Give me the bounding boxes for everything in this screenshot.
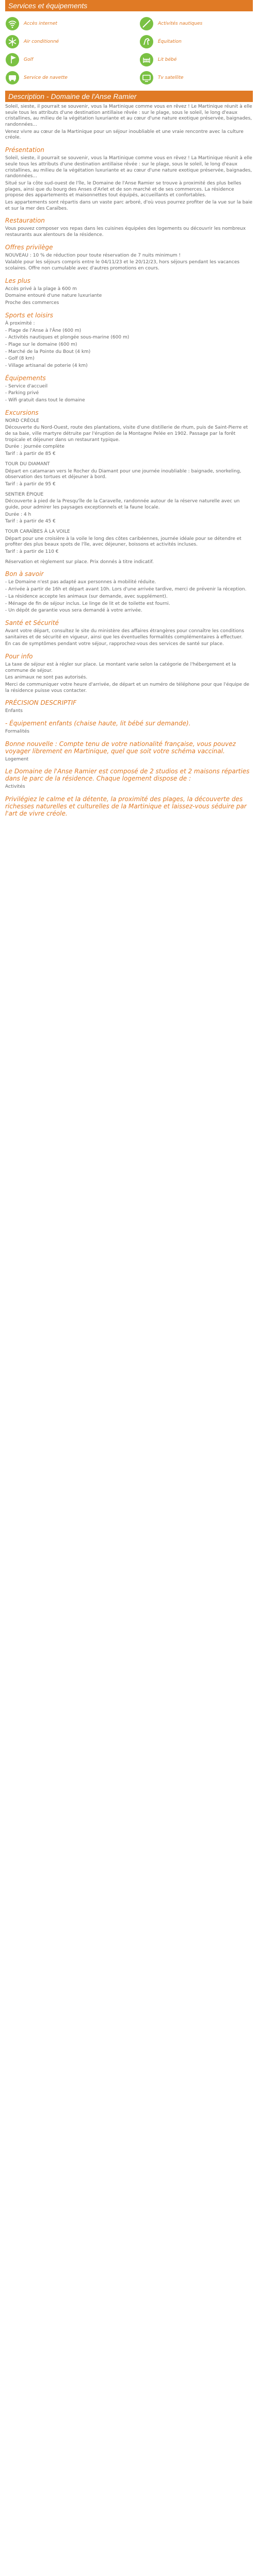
paragraph bbox=[5, 462, 253, 488]
snowflake-icon bbox=[5, 35, 20, 49]
service-item: Air conditionné bbox=[5, 35, 59, 49]
paragraph-line: Valable pour les séjours compris entre le 04/11/23 et le 20/12/23, hors séjours pendant les vacances scolaires. Offre non cumulable avec d'autres promotions en cours. bbox=[5, 260, 240, 272]
paragraph-line: - Le Domaine n'est pas adapté aux personnes à mobilité réduite. bbox=[5, 580, 156, 585]
section-title: - Équipement enfants (chaise haute, lit bébé sur demande). bbox=[5, 720, 191, 727]
paragraph-line: À proximité : bbox=[5, 320, 35, 326]
section-title: Pour info bbox=[5, 652, 33, 660]
paragraph-line: Les animaux ne sont pas autorisés. bbox=[5, 675, 88, 681]
paragraph-line: - La résidence accepte les animaux (sur demande, avec supplément). bbox=[5, 594, 168, 599]
paragraph-line: La taxe de séjour est à régler sur place. Le montant varie selon la catégorie de l'hébergement et la commune de séjour. bbox=[5, 662, 236, 673]
wifi-icon bbox=[5, 16, 20, 31]
paragraph-line: - Village artisanal de poterie (4 km) bbox=[5, 363, 88, 368]
paragraph-line: Soleil, sieste, il pourrait se souvenir, vous la Martinique comme vous en rêvez ! La Martinique réunit à elle seule tous les attributs d'une destination antillaise rêvée : sur le plage, sous le soleil, le long d'eaux cristallines, au milieu de la végétation luxuriante et au cœur d'une nature exotique préservée, baignades, randonnées... bbox=[5, 156, 252, 179]
section-title: Les plus bbox=[5, 277, 30, 284]
description-header: Description - Domaine de l'Anse Ramier bbox=[5, 91, 253, 102]
shuttle-icon bbox=[5, 71, 20, 85]
paragraph-line: Vous pouvez composer vos repas dans les cuisines équipées des logements ou découvrir les nombreux restaurants aux alentours de la résidence. bbox=[5, 226, 246, 238]
golf-icon bbox=[5, 53, 20, 67]
service-item: Golf bbox=[5, 53, 33, 67]
paragraph-line: Découverte à pied de la Presqu'île de la Caravelle, randonnée autour de la réserve naturelle avec un guide, pour admirer les paysages exceptionnels et la faune locale. bbox=[5, 499, 240, 510]
section-title: PRÉCISION DESCRIPTIF bbox=[5, 699, 77, 707]
paragraph bbox=[5, 757, 253, 763]
paragraph bbox=[5, 729, 253, 735]
paragraph bbox=[5, 529, 253, 555]
horse-icon bbox=[139, 35, 154, 49]
paragraph bbox=[5, 156, 253, 212]
paragraph bbox=[5, 560, 253, 566]
paragraph bbox=[5, 418, 253, 457]
service-item: Lit bébé bbox=[139, 53, 176, 67]
paragraph-line: Les appartements sont répartis dans un vaste parc arboré, d'où vous pourrez profiter de la vue sur la baie et sur la mer des Caraïbes. bbox=[5, 199, 252, 211]
section-title: Privilégiez le calme et la détente, la proximité des plages, la découverte des richesses naturelles et culturelles de la Martinique et laissez-vous séduire par l'art de vivre créole. bbox=[5, 795, 247, 818]
section-title: Bon à savoir bbox=[5, 570, 44, 578]
paragraph-line: - Un dépôt de garantie vous sera demandé à votre arrivée. bbox=[5, 608, 142, 614]
paragraph bbox=[5, 104, 253, 141]
paragraph-line: - Golf (8 km) bbox=[5, 356, 35, 362]
paragraph-line: Proche des commerces bbox=[5, 300, 59, 306]
section-title: Excursions bbox=[5, 409, 39, 416]
service-item: Service de navette bbox=[5, 71, 68, 85]
paragraph-line: Avant votre départ, consultez le site du ministère des affaires étrangères pour connaître les conditions sanitaires et de sécurité en vigueur, ainsi que les éventuelles formalités complémentaires à effectuer. bbox=[5, 628, 245, 640]
section-title: Santé et Sécurité bbox=[5, 619, 59, 626]
paragraph bbox=[5, 384, 253, 404]
service-item: Accès internet bbox=[5, 16, 57, 31]
paragraph-line: - Activités nautiques et plongée sous-marine (600 m) bbox=[5, 335, 130, 341]
section-title: Offres privilège bbox=[5, 243, 53, 251]
paragraph-line: NORD CRÉOLE bbox=[5, 418, 39, 423]
paragraph-line: Situé sur la côte sud-ouest de l'île, le Domaine de l'Anse Ramier se trouve à proximité des plus belles plages, ainsi que du bourg des Anses d'Arlet et de son marché et de ses commerces. La résidence propose des appartements et maisonnettes tout équipés, accueillants et confortables. bbox=[5, 180, 241, 198]
crib-icon bbox=[139, 53, 154, 67]
section-title: Sports et loisirs bbox=[5, 311, 53, 319]
services-list bbox=[5, 11, 253, 89]
paragraph-line: Durée : journée complète bbox=[5, 444, 64, 450]
service-item: Activités nautiques bbox=[139, 16, 202, 31]
paragraph-line: - Ménage de fin de séjour inclus. Le linge de lit et de toilette est fourni. bbox=[5, 601, 170, 606]
paragraph-line: En cas de symptômes pendant votre séjour, rapprochez-vous des services de santé sur place. bbox=[5, 641, 224, 647]
paragraph-line: Découverte du Nord-Ouest, route des plantations, visite d'une distillerie de rhum, puis de Saint-Pierre et de sa baie, ville martyre détruite par l'éruption de la Montagne Pelée en 1902. Passage par la forêt tropicale et déjeuner dans un restaurant typique. bbox=[5, 425, 248, 443]
paragraph-line: - Parking privé bbox=[5, 391, 39, 396]
paragraph-line: - Plage sur le domaine (600 m) bbox=[5, 342, 77, 347]
tv-icon bbox=[139, 71, 154, 85]
paragraph-line: Tarif : à partir de 45 € bbox=[5, 519, 56, 524]
paragraph bbox=[5, 492, 253, 525]
paragraph-line: Enfants bbox=[5, 708, 23, 714]
service-item: Équitation bbox=[139, 35, 182, 49]
paragraph-line: Formalités bbox=[5, 729, 29, 735]
paragraph-line: Réservation et règlement sur place. Prix donnés à titre indicatif. bbox=[5, 559, 154, 565]
paragraph-line: Départ pour une croisière à la voile le long des côtes caribéennes, journée idéale pour se détendre et profiter des plus beaux spots de l'île, avec déjeuner, boissons et activités incluses. bbox=[5, 536, 241, 548]
paragraph-line: Logement bbox=[5, 756, 29, 762]
section-title: Restauration bbox=[5, 217, 45, 225]
paragraph bbox=[5, 629, 253, 648]
paragraph bbox=[5, 662, 253, 694]
paragraph bbox=[5, 286, 253, 307]
paragraph-line: - Arrivée à partir de 16h et départ avant 10h. Lors d'une arrivée tardive, merci de prévenir la réception. bbox=[5, 587, 247, 592]
paragraph-line: Durée : 4 h bbox=[5, 512, 31, 517]
paragraph-line: Tarif : à partir de 85 € bbox=[5, 451, 56, 457]
paragraph bbox=[5, 708, 253, 715]
paragraph-line: - Service d'accueil bbox=[5, 383, 48, 389]
paragraph-line: Départ en catamaran vers le Rocher du Diamant pour une journée inoubliable : baignade, snorkeling, observation des tortues et déjeuner à bord. bbox=[5, 468, 241, 480]
paragraph bbox=[5, 226, 253, 238]
section-title: Le Domaine de l'Anse Ramier est composé de 2 studios et 2 maisons réparties dans le parc de la résidence. Chaque logement dispose de : bbox=[5, 768, 250, 783]
paragraph-line: Activités bbox=[5, 784, 25, 790]
paragraph-line: TOUR DU DIAMANT bbox=[5, 461, 50, 467]
service-item: Tv satellite bbox=[139, 71, 184, 85]
paragraph-line: SENTIER ÉPIQUE bbox=[5, 492, 44, 497]
paragraph-line: - Plage de l'Anse à l'Âne (600 m) bbox=[5, 328, 82, 333]
paragraph bbox=[5, 580, 253, 614]
section-title: Équipements bbox=[5, 374, 46, 382]
paragraph-line: Domaine entouré d'une nature luxuriante bbox=[5, 293, 102, 299]
paragraph-line: Venez vivre au cœur de la Martinique pour un séjour inoubliable et une vraie rencontre avec la culture créole. bbox=[5, 129, 244, 141]
paragraph-line: NOUVEAU : 10 % de réduction pour toute réservation de 7 nuits minimum ! bbox=[5, 252, 181, 258]
paragraph bbox=[5, 253, 253, 272]
description-body bbox=[5, 104, 253, 817]
paragraph-line: - Marché de la Pointe du Bout (4 km) bbox=[5, 349, 91, 354]
paragraph-line: - Wifi gratuit dans tout le domaine bbox=[5, 398, 85, 403]
paragraph-line: Accès privé à la plage à 600 m bbox=[5, 286, 77, 292]
section-title: Bonne nouvelle : Compte tenu de votre nationalité française, vous pouvez voyager librement en Martinique, quel que soit votre schéma vaccinal. bbox=[5, 740, 236, 755]
paragraph-line: Merci de communiquer votre heure d'arrivée, de départ et un numéro de téléphone pour que l'équipe de la résidence puisse vous contacter. bbox=[5, 682, 250, 693]
paragraph-line: Tarif : à partir de 95 € bbox=[5, 481, 56, 487]
paragraph bbox=[5, 784, 253, 790]
paragraph bbox=[5, 321, 253, 369]
paragraph-line: TOUR CARAÏBES À LA VOILE bbox=[5, 529, 70, 534]
paddle-icon bbox=[139, 16, 154, 31]
section-title: Présentation bbox=[5, 146, 44, 154]
paragraph-line: Tarif : à partir de 110 € bbox=[5, 549, 59, 555]
services-header: Services et équipements bbox=[5, 0, 253, 11]
paragraph-line: Soleil, sieste, il pourrait se souvenir, vous la Martinique comme vous en rêvez ! Le Martinique réunit à elle seule tous les attributs d'une destination antillaise rêvée : sur le plage, sous le soleil, le long d'eaux cristallines, au milieu de la végétation luxuriante et au cœur d'une nature exotique préservée, baignades, randonnées... bbox=[5, 104, 252, 128]
